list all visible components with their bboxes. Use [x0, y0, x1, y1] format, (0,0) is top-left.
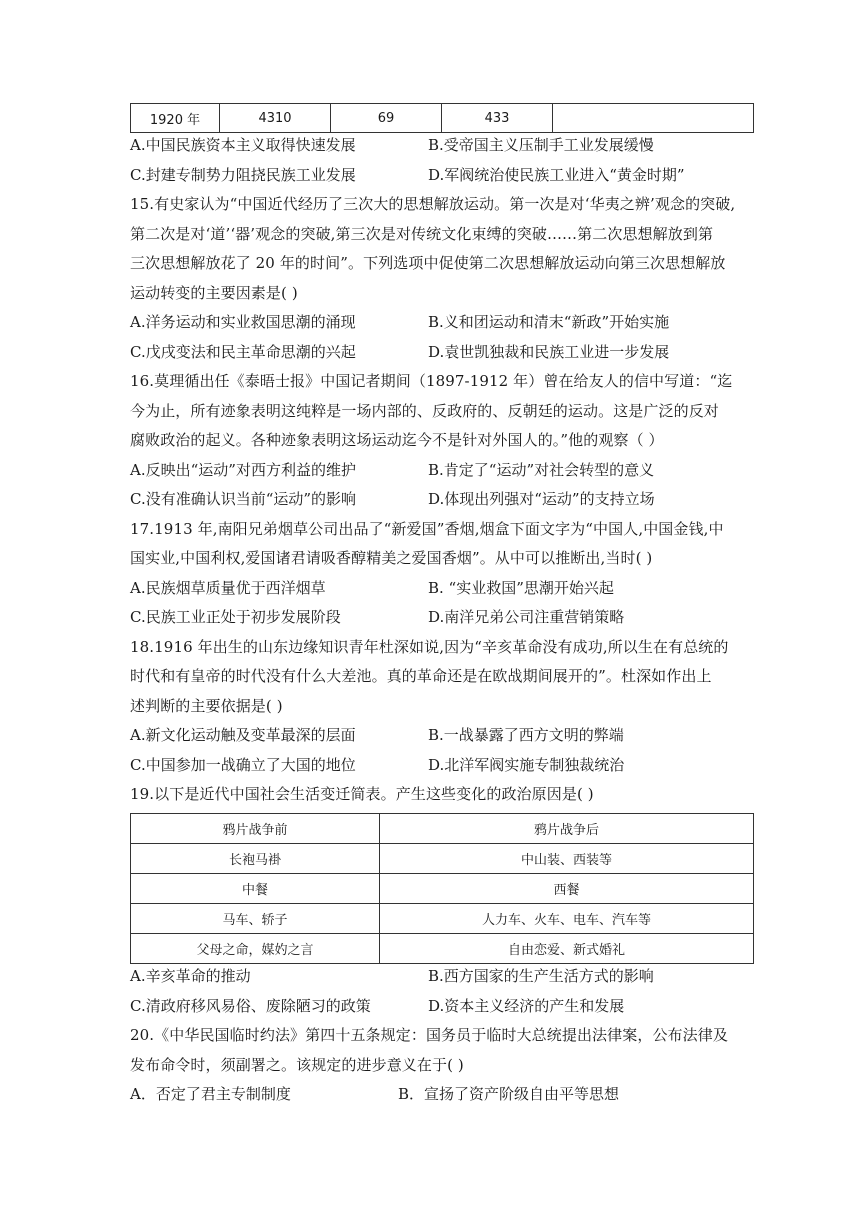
q16-stem-line: 今为止，所有迹象表明这纯粹是一场内部的、反政府的、反朝廷的运动。这是广泛的反对	[130, 401, 719, 420]
table-header-cell: 鸦片战争后	[380, 814, 754, 844]
q15-option-b: B.义和团运动和清末“新政”开始实施	[428, 313, 670, 331]
table-row	[131, 104, 754, 133]
q15-stem-line: 第二次是对‘道’‘器’观念的突破,第三次是对传统文化束缚的突破……第二次思想解放到第	[130, 224, 714, 243]
table-row	[131, 904, 754, 934]
q15-stem-line: 运动转变的主要因素是( )	[130, 283, 298, 302]
q19-options-row1	[130, 962, 770, 992]
table-row	[131, 934, 754, 964]
table-cell: 1920 年	[131, 104, 220, 133]
q15-options-row2	[130, 338, 770, 368]
table-cell: 中山装、西装等	[380, 844, 754, 874]
table-cell: 中餐	[131, 874, 380, 904]
q15-stem-line: 15.有史家认为“中国近代经历了三次大的思想解放运动。第一次是对‘华夷之辨’观念的突破,	[130, 195, 736, 213]
q14-option-a: A.中国民族资本主义取得快速发展	[130, 136, 356, 154]
q18-stem-line: 时代和有皇帝的时代没有什么大差池。真的革命还是在欧战期间展开的”。杜深如作出上	[130, 667, 712, 685]
q14-options-row1	[130, 131, 770, 161]
q19-option-d: D.资本主义经济的产生和发展	[428, 996, 625, 1015]
questions-19-20	[130, 962, 770, 1110]
q18-option-b: B.一战暴露了西方文明的弊端	[428, 726, 624, 744]
q18-stem-line: 18.1916 年出生的山东边缘知识青年杜深如说,因为“辛亥革命没有成功,所以生在有总统的	[130, 637, 729, 656]
q14-options-row2	[130, 161, 770, 191]
q16-options-row2	[130, 485, 770, 515]
q17-option-a: A.民族烟草质量优于西洋烟草	[130, 578, 326, 597]
q16-stem-line: 腐败政治的起义。各种迹象表明这场运动迄今不是针对外国人的。”他的观察（ ）	[130, 431, 664, 449]
table-cell: 69	[331, 104, 442, 133]
q16-option-b: B.肯定了“运动”对社会转型的意义	[428, 460, 655, 479]
table-cell: 自由恋爱、新式婚礼	[380, 934, 754, 964]
q16-option-d: D.体现出列强对“运动”的支持立场	[428, 490, 655, 508]
q18-options-row2	[130, 751, 770, 781]
q15-options-row1	[130, 308, 770, 338]
q17-options-row1	[130, 574, 770, 604]
table-cell: 4310	[220, 104, 331, 133]
table-cell: 人力车、火车、电车、汽车等	[380, 904, 754, 934]
table-cell: 长袍马褂	[131, 844, 380, 874]
table-row	[131, 874, 754, 904]
q17-options-row2	[130, 603, 770, 633]
social-life-table	[130, 813, 754, 964]
q15-option-d: D.袁世凯独裁和民族工业进一步发展	[428, 342, 670, 361]
q15-option-c: C.戊戌变法和民主革命思潮的兴起	[130, 342, 356, 361]
q14-option-c: C.封建专制势力阻挠民族工业发展	[130, 165, 356, 184]
table-cell: 父母之命，媒妁之言	[131, 934, 380, 964]
q16-option-c: C.没有准确认识当前“运动”的影响	[130, 490, 357, 508]
q18-option-d: D.北洋军阀实施专制独裁统治	[428, 755, 625, 774]
q16-option-a: A.反映出“运动”对西方利益的维护	[130, 460, 356, 479]
q20-options-row1	[130, 1080, 770, 1110]
q16-options-row1	[130, 456, 770, 486]
q20-stem-line: 20.《中华民国临时约法》第四十五条规定：国务员于临时大总统提出法律案，公布法律及	[130, 1026, 728, 1044]
table-cell: 马车、轿子	[131, 904, 380, 934]
q20-option-b: B．宣扬了资产阶级自由平等思想	[398, 1085, 620, 1103]
q19-options-row2	[130, 992, 770, 1022]
q18-option-a: A.新文化运动触及变革最深的层面	[130, 726, 356, 744]
q19-option-c: C.清政府移风易俗、废除陋习的政策	[130, 996, 371, 1015]
q15-stem-line: 三次思想解放花了 20 年的时间”。下列选项中促使第二次思想解放运动向第三次思想解放	[130, 254, 726, 272]
q19-option-a: A.辛亥革命的推动	[130, 967, 251, 985]
questions-14-19	[130, 131, 770, 810]
q14-option-d: D.军阀统治使民族工业进入“黄金时期”	[428, 165, 685, 184]
table-cell: 西餐	[380, 874, 754, 904]
table-row	[131, 844, 754, 874]
table-cell: 433	[442, 104, 553, 133]
q20-option-a: A．否定了君主专制制度	[130, 1085, 291, 1103]
q17-option-c: C.民族工业正处于初步发展阶段	[130, 608, 341, 626]
q17-stem-line: 国实业,中国利权,爱国诸君请吸香醇精美之爱国香烟”。从中可以推断出,当时( )	[130, 549, 653, 567]
q17-option-d: D.南洋兄弟公司注重营销策略	[428, 608, 625, 626]
q15-option-a: A.洋务运动和实业救国思潮的涌现	[130, 313, 356, 331]
q18-options-row1	[130, 721, 770, 751]
table-header-row	[131, 814, 754, 844]
q17-option-b: B. “实业救国”思潮开始兴起	[428, 578, 614, 597]
q20-stem-line: 发布命令时，须副署之。该规定的进步意义在于( )	[130, 1055, 464, 1074]
table-header-cell: 鸦片战争前	[131, 814, 380, 844]
q17-stem-line: 17.1913 年,南阳兄弟烟草公司出品了“新爱国”香烟,烟盒下面文字为“中国人,中国金钱,中	[130, 519, 724, 538]
q19-option-b: B.西方国家的生产生活方式的影响	[428, 967, 654, 985]
table-cell	[553, 104, 754, 133]
q18-option-c: C.中国参加一战确立了大国的地位	[130, 755, 356, 774]
q18-stem-line: 述判断的主要依据是( )	[130, 696, 283, 715]
q16-stem-line: 16.莫理循出任《泰晤士报》中国记者期间（1897-1912 年）曾在给友人的信中写道：“迄	[130, 372, 733, 390]
q19-stem: 19.以下是近代中国社会生活变迁简表。产生这些变化的政治原因是( )	[130, 785, 594, 803]
q14-option-b: B.受帝国主义压制手工业发展缓慢	[428, 136, 654, 154]
top-data-table	[130, 103, 754, 133]
